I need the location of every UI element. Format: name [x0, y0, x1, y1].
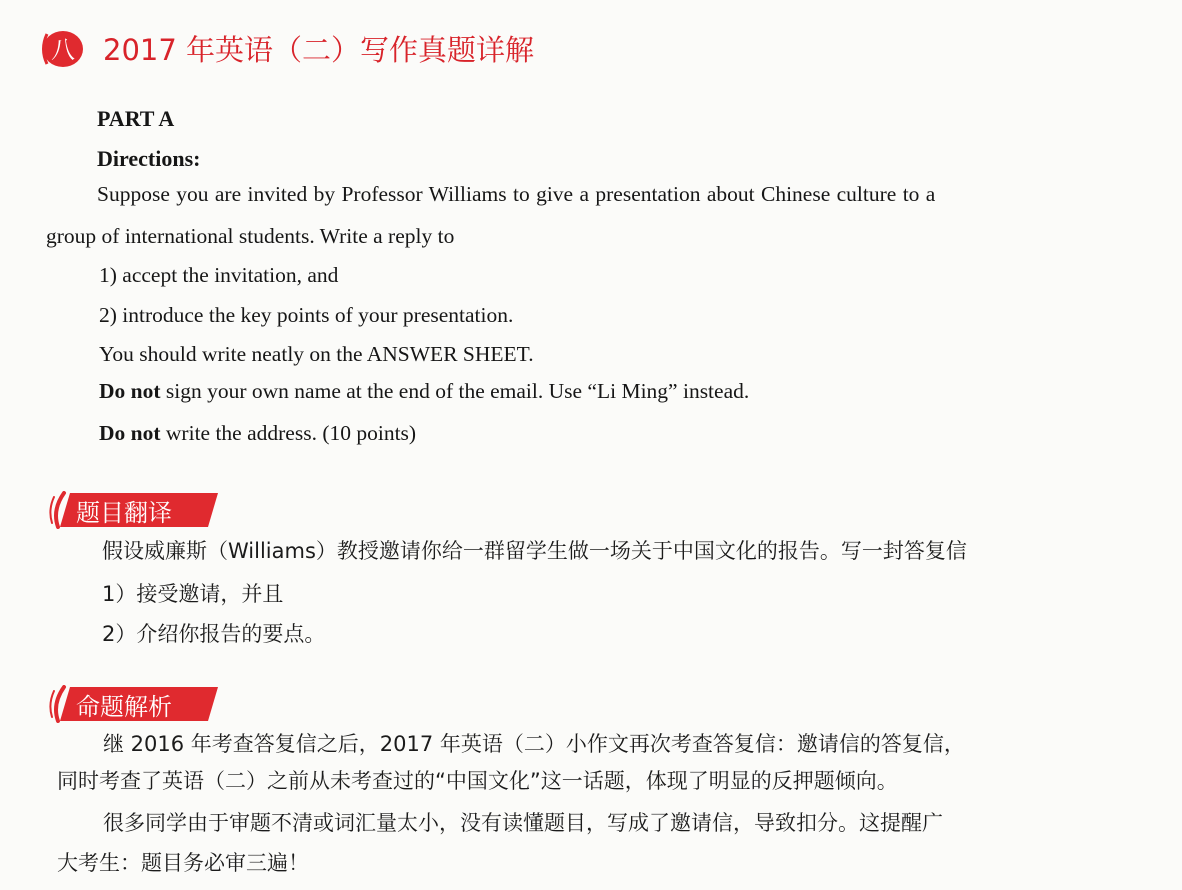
chapter-badge-icon — [38, 29, 84, 69]
rule-2-text: write the address. (10 points) — [160, 421, 417, 445]
analysis-line-4: 大考生：题目务必审三遍！ — [57, 851, 309, 875]
translation-section-tag — [48, 491, 220, 529]
part-heading: PART A — [97, 106, 175, 131]
neat-writing-line: You should write neatly on the ANSWER SHEET. — [99, 342, 534, 366]
prompt-line-2: group of international students. Write a reply to — [46, 224, 455, 248]
prompt-line-1: Suppose you are invited by Professor Williams to give a presentation about Chinese culture to a — [97, 182, 936, 206]
task-item-2: 2) introduce the key points of your presentation. — [99, 303, 514, 327]
analysis-section-tag — [48, 685, 220, 723]
rule-line-2 — [99, 421, 416, 446]
translation-tag-label: 题目翻译 — [76, 498, 172, 527]
page-title: 2017 年英语（二）写作真题详解 — [103, 33, 535, 67]
analysis-line-1: 继 2016 年考查答复信之后，2017 年英语（二）小作文再次考查答复信：邀请信的答复信， — [103, 732, 965, 756]
badge-char: 八 — [51, 36, 75, 64]
directions-label: Directions: — [97, 146, 201, 171]
task-item-1: 1) accept the invitation, and — [99, 263, 339, 287]
rule-2-bold: Do not — [99, 421, 161, 445]
analysis-line-3: 很多同学由于审题不清或词汇量太小，没有读懂题目，写成了邀请信，导致扣分。这提醒广 — [103, 811, 943, 835]
rule-line-1 — [99, 379, 749, 404]
rule-1-bold: Do not — [99, 379, 161, 403]
rule-1-text: sign your own name at the end of the email. Use “Li Ming” instead. — [160, 379, 750, 403]
translation-line-1: 假设威廉斯（Williams）教授邀请你给一群留学生做一场关于中国文化的报告。写一封答复信 — [102, 539, 967, 563]
analysis-tag-label: 命题解析 — [76, 692, 172, 721]
analysis-line-2: 同时考查了英语（二）之前从未考查过的“中国文化”这一话题，体现了明显的反押题倾向。 — [57, 769, 898, 793]
translation-line-2: 1）接受邀请，并且 — [102, 582, 284, 606]
translation-line-3: 2）介绍你报告的要点。 — [102, 622, 326, 646]
